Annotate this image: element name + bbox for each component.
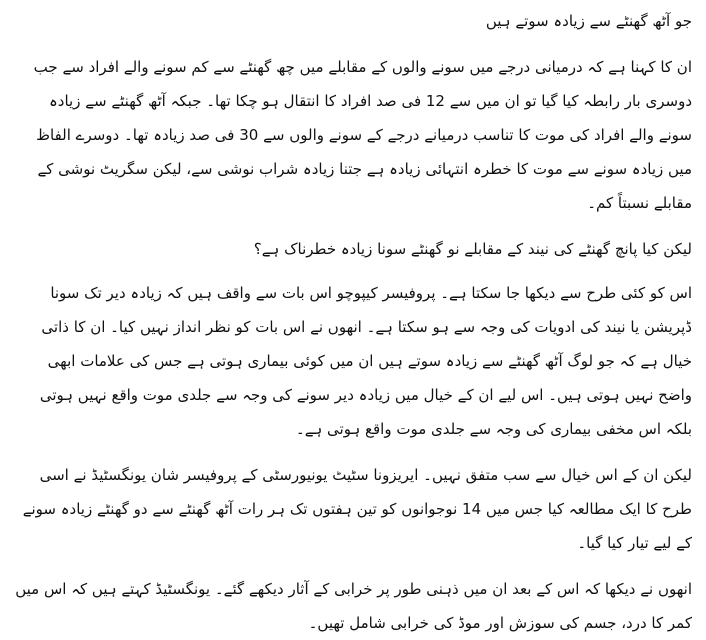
article-heading: جو آٹھ گھنٹے سے زیادہ سوتے ہیں: [485, 12, 692, 30]
paragraph-4: لیکن ان کے اس خیال سے سب متفق نہیں۔ ایریزونا سٹیٹ یونیورسٹی کے پروفیسر شان یونگسٹیڈ نے اسی طرح کا ایک مطالعہ کیا جس میں 14 نوجوانوں کو تین ہفتوں تک ہر رات آٹھ گھنٹے سے دو گھنٹے زیادہ سونے کے لیے تیار کیا گیا۔: [22, 466, 692, 552]
paragraph-1: ان کا کہنا ہے کہ درمیانی درجے میں سونے والوں کے مقابلے میں چھ گھنٹے سے کم سونے والے افراد سے جب دوسری بار رابطہ کیا گیا تو ان میں سے 12 فی صد افراد کا انتقال ہو چکا تھا۔ جبکہ آٹھ گھنٹے سے زیادہ سونے والے افراد کی موت کا تناسب درمیانے درجے کے سونے والوں سے 30 فی صد زیادہ تھا۔ دوسرے الفاظ میں زیادہ سونے سے موت کا خطرہ انتہائی زیادہ ہے جتنا زیادہ شراب نوشی سے، لیکن سگریٹ نوشی کے مقابلے نسبتاً کم۔: [33, 58, 692, 212]
paragraph-3: اس کو کئی طرح سے دیکھا جا سکتا ہے۔ پروفیسر کیپوچو اس بات سے واقف ہیں کہ زیادہ دیر تک سونا ڈپریشن یا نیند کی ادویات کی وجہ سے ہو سکتا ہے۔ انھوں نے اس بات کو نظر انداز نہیں کیا۔ ان کا ذاتی خیال ہے کہ جو لوگ آٹھ گھنٹے سے زیادہ سوتے ہیں ان میں کوئی بیماری ہوتی ہے جس کی علامات ابھی واضح نہیں ہوتی ہیں۔ اس لیے ان کے خیال میں زیادہ دیر سونے کی وجہ سے جلدی موت واقع نہیں ہوتی بلکہ اس مخفی بیماری کی وجہ سے جلدی موت واقع ہوتی ہے۔: [39, 284, 692, 438]
paragraph-5: انھوں نے دیکھا کہ اس کے بعد ان میں ذہنی طور پر خرابی کے آثار دیکھے گئے۔ یونگسٹیڈ کہتے ہیں کہ اس میں کمر کا درد، جسم کی سوزش اور موڈ کی خرابی شامل تھیں۔: [15, 580, 692, 632]
paragraph-2: لیکن کیا پانچ گھنٹے کی نیند کے مقابلے نو گھنٹے سونا زیادہ خطرناک ہے؟: [253, 240, 692, 258]
